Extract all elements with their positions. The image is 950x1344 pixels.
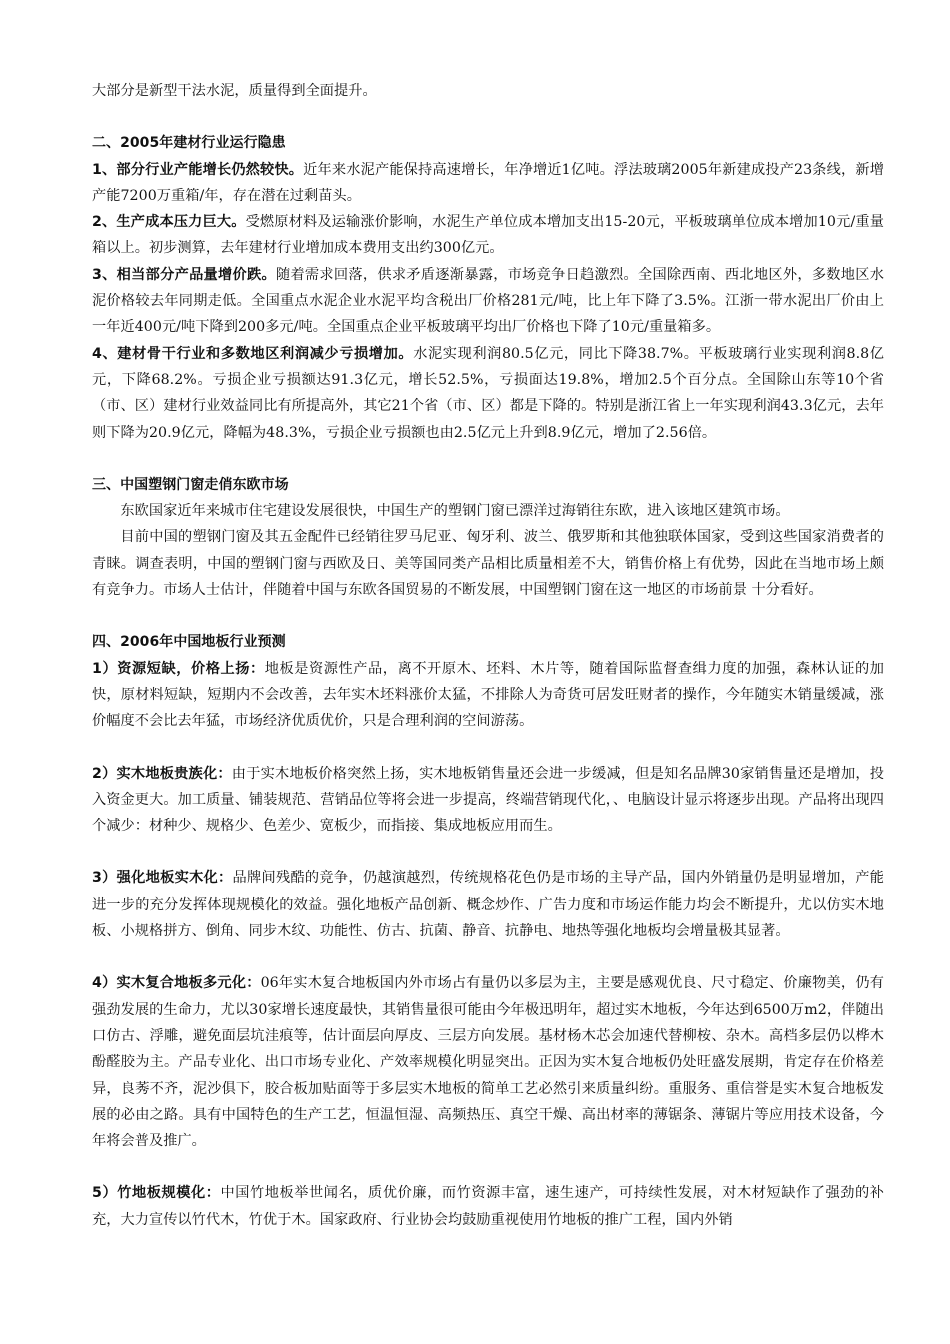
item-lead: 5）竹地板规模化： [92, 1185, 221, 1202]
spacer [92, 1154, 884, 1180]
item-lead: 3、相当部分产品量增价跌。 [92, 266, 276, 283]
item-lead: 2）实木地板贵族化： [92, 765, 232, 782]
spacer [92, 944, 884, 970]
list-item [92, 1180, 884, 1233]
item-text: 06年实木复合地板国内外市场占有量仍以多层为主，主要是感观优良、尺寸稳定、价廉物美，仍有强劲发展的生命力，尤以30家增长速度最快，其销售量很可能由今年极迅明年，超过实木地板，今年达到6500万m2，伴随出口仿古、浮雕，避免面层坑洼痕等，估计面层向厚皮、三层方向发展。基材杨木芯会加速代替柳桉、杂木。高档多层仍以桦木酚醛胶为主。产品专业化、出口市场专业化、产效率规模化明显突出。正因为实木复合地板仍处旺盛发展期，肯定存在价格差异，良莠不齐，泥沙俱下，胶合板加贴面等于多层实木地板的简单工艺必然引来质量纠纷。重服务、重信誉是实木复合地板发展的必由之路。具有中国特色的生产工艺，恒温恒湿、高频热压、真空干燥、高出材率的薄锯条、薄锯片等应用技术设备，今年将会普及推广。 [92, 975, 884, 1150]
item-lead: 1、部分行业产能增长仍然较快。 [92, 161, 304, 178]
section-heading: 二、2005年建材行业运行隐患 [92, 135, 286, 152]
list-item [92, 970, 884, 1154]
spacer [92, 446, 884, 472]
spacer [92, 735, 884, 761]
document-page [92, 78, 884, 1233]
item-text: 水泥实现利润80.5亿元，同比下降38.7%。平板玻璃行业实现利润8.8亿元，下降68.2%。亏损企业亏损额达91.3亿元，增长52.5%，亏损面达19.8%，增加2.5个百分点。全国除山东等10个省（市、区）建材行业效益同比有所提高外，其它21个省（市、区）都是下降的。特别是浙江省上一年实现利润43.3亿元，去年则下降为20.9亿元，降幅为48.3%，亏损企业亏损额也由2.5亿元上升到8.9亿元，增加了2.56倍。 [92, 345, 884, 441]
item-lead: 4）实木复合地板多元化： [92, 975, 261, 992]
list-item [92, 656, 884, 735]
section-heading: 三、中国塑钢门窗走俏东欧市场 [92, 476, 289, 493]
list-item [92, 865, 884, 944]
item-text: 近年来水泥产能保持高速增长，年净增近1亿吨。浮法玻璃2005年新建成投产23条线，新增产能7200万重箱/年，存在潜在过剩苗头。 [92, 161, 885, 204]
item-lead: 4、建材骨干行业和多数地区利润减少亏损增加。 [92, 345, 414, 362]
paragraph: 目前中国的塑钢门窗及其五金配件已经销往罗马尼亚、匈牙利、波兰、俄罗斯和其他独联体国家，受到这些国家消费者的青睐。调查表明，中国的塑钢门窗与西欧及日、美等国同类产品相比质量相差不大，销售价格上有优势，因此在当地市场上颇有竞争力。市场人士估计，伴随着中国与东欧各国贸易的不断发展，中国塑钢门窗在这一地区的市场前景 十分看好。 [92, 529, 884, 599]
spacer [92, 104, 884, 130]
item-text: 随着需求回落，供求矛盾逐渐暴露，市场竞争日趋激烈。全国除西南、西北地区外，多数地区水泥价格较去年同期走低。全国重点水泥企业水泥平均含税出厂价格281元/吨，比上年下降了3.5%。江浙一带水泥出厂价由上一年近400元/吨下降到200多元/吨。全国重点企业平板玻璃平均出厂价格也下降了10元/重量箱多。 [92, 266, 884, 336]
list-item [92, 761, 884, 840]
list-item [92, 157, 884, 210]
item-lead: 3）强化地板实木化： [92, 870, 233, 887]
item-text: 由于实木地板价格突然上扬，实木地板销售量还会进一步缓减，但是知名品牌30家销售量还是增加，投入资金更大。加工质量、铺装规范、营销品位等将会进一步提高，终端营销现代化，、电脑设计显示将逐步出现。产品将出现四个减少：材种少、规格少、色差少、宽板少，而指接、集成地板应用而生。 [92, 765, 885, 835]
paragraph: 东欧国家近年来城市住宅建设发展很快，中国生产的塑钢门窗已漂洋过海销往东欧，进入该地区建筑市场。 [120, 503, 790, 520]
item-lead: 1）资源短缺，价格上扬： [92, 660, 265, 677]
list-item [92, 341, 884, 446]
item-text: 中国竹地板举世闻名，质优价廉，而竹资源丰富，速生速产，可持续性发展，对木材短缺作了强劲的补充，大力宣传以竹代木，竹优于木。国家政府、行业协会均鼓励重视使用竹地板的推广工程，国内外销 [92, 1185, 884, 1228]
item-text: 受燃原材料及运输涨价影响，水泥生产单位成本增加支出15-20元，平板玻璃单位成本增加10元/重量箱以上。初步测算，去年建材行业增加成本费用支出约300亿元。 [92, 214, 884, 257]
paragraph: 大部分是新型干法水泥，质量得到全面提升。 [92, 83, 377, 99]
spacer [92, 839, 884, 865]
list-item [92, 209, 884, 262]
list-item [92, 262, 884, 341]
item-text: 地板是资源性产品，离不开原木、坯料、木片等，随着国际监督查缉力度的加强，森林认证的加快，原材料短缺，短期内不会改善，去年实木坯料涨价太猛，不排除人为奇货可居发旺财者的操作，今年随实木销量缓减，涨价幅度不会比去年猛，市场经济优质优价，只是合理利润的空间游荡。 [92, 660, 884, 730]
section-heading: 四、2006年中国地板行业预测 [92, 634, 286, 651]
item-lead: 2、生产成本压力巨大。 [92, 214, 246, 231]
item-text: 品牌间残酷的竞争，仍越演越烈，传统规格花色仍是市场的主导产品，国内外销量仍是明显增加，产能进一步的充分发挥体现规模化的效益。强化地板产品创新、概念炒作、广告力度和市场运作能力均会不断提升，尤以仿实木地板、小规格拼方、倒角、同步木纹、功能性、仿古、抗菌、静音、抗静电、地热等强化地板均会增量极其显著。 [92, 870, 884, 940]
spacer [92, 603, 884, 629]
